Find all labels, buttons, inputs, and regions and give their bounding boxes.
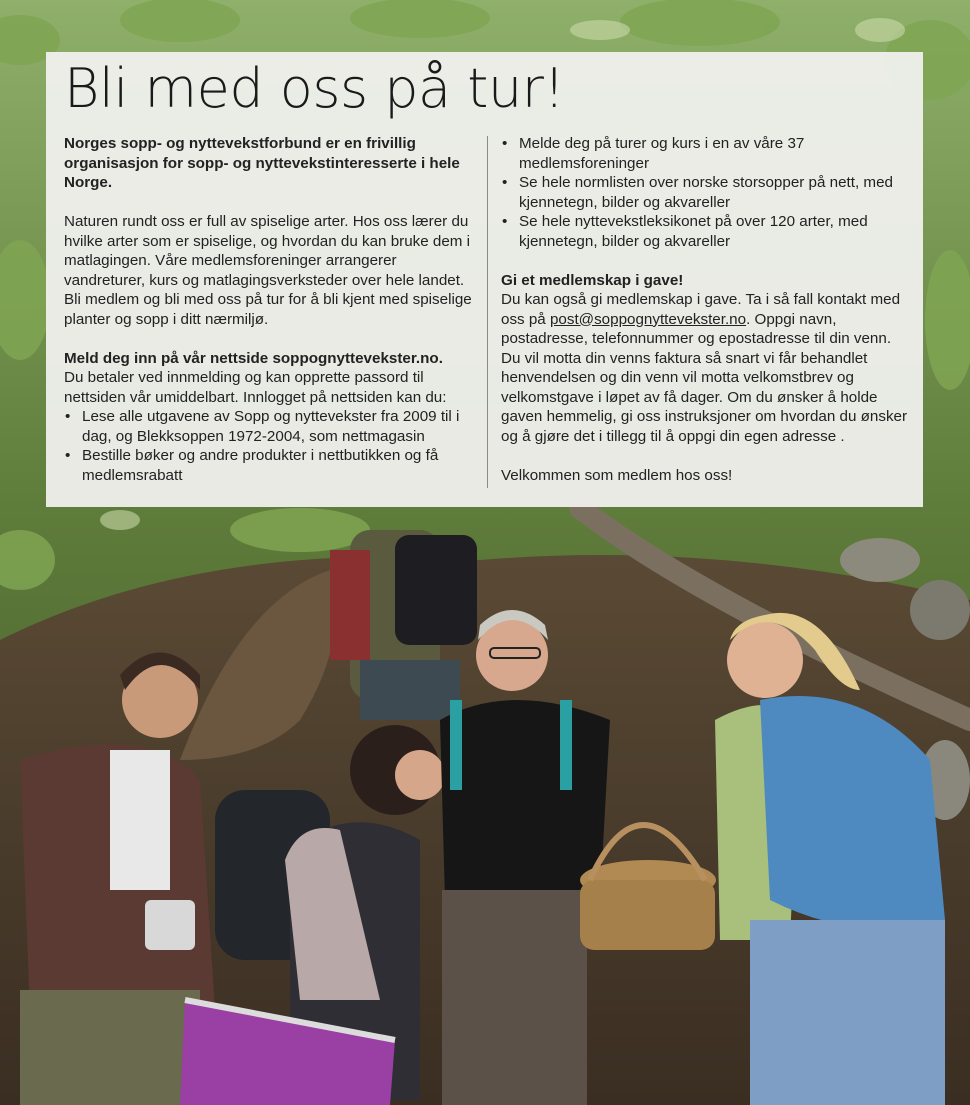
benefit-list-left [64,407,479,485]
signup-text: Du betaler ved innmelding og kan opprette passord til nettsiden vår umiddelbart. Innlogget på nettsiden kan du: [64,369,447,406]
page-title: Bli med oss på tur! [64,57,565,120]
welcome-text: Velkommen som medlem hos oss! [501,466,733,484]
list-item: • Melde deg på turer og kurs i en av våre 37 medlemsforeninger [501,134,911,173]
column-divider [487,136,488,488]
list-item: • Se hele nyttevekstleksikonet på over 120 arter, med kjennetegn, bilder og akvareller [501,212,911,251]
email-link[interactable]: post@soppognyttevekster.no [549,310,747,328]
intro-text: Norges sopp- og nyttevekstforbund er en frivillig organisasjon for sopp- og nyttevekstinteresserte i hele Norge. [64,135,460,191]
gift-text-part-1: Du kan også gi medlemskap i gave. Ta i så fall kontakt med oss på [501,291,901,328]
benefit-list-right [501,134,911,251]
body-text: Naturen rundt oss er full av spiselige arter. Hos oss lærer du hvilke arter som er spiselige, og hvordan du kan bruke dem i matlagingen. Våre medlemsforeninger arrangerer vandreturer, kurs og matlagingsverksteder over hele landet. Bli medlem og bli med oss på tur for å bli kjent med spiselige planter og sopp i ditt nærmiljø. [64,213,472,328]
left-column [64,134,479,505]
gift-heading: Gi et medlemskap i gave! [501,271,684,289]
signup-heading: Meld deg inn på vår nettside soppognyttevekster.no. [64,349,443,367]
right-column [501,134,911,485]
gift-text [501,290,911,446]
gift-text-part-2: . Oppgi navn, postadresse, telefonnummer og epostadresse til din venn. Du vil motta din venns faktura så snart vi får behandlet henvendelsen og din venn vil motta velkomstbrev og velkomstgave i løpet av få dager. Om du ønsker å holde gaven hemmelig, gi oss instruksjoner om hvordan du ønsker og å gjøre det i tillegg til å oppgi din egen adresse . [501,310,908,445]
info-panel [46,52,923,507]
list-item: • Lese alle utgavene av Sopp og nyttevekster fra 2009 til i dag, og Blekksoppen 1972-2004, som nettmagasin [64,407,479,446]
list-item: • Bestille bøker og andre produkter i nettbutikken og få medlemsrabatt [64,446,479,485]
list-item: • Se hele normlisten over norske storsopper på nett, med kjennetegn, bilder og akvareller [501,173,911,212]
